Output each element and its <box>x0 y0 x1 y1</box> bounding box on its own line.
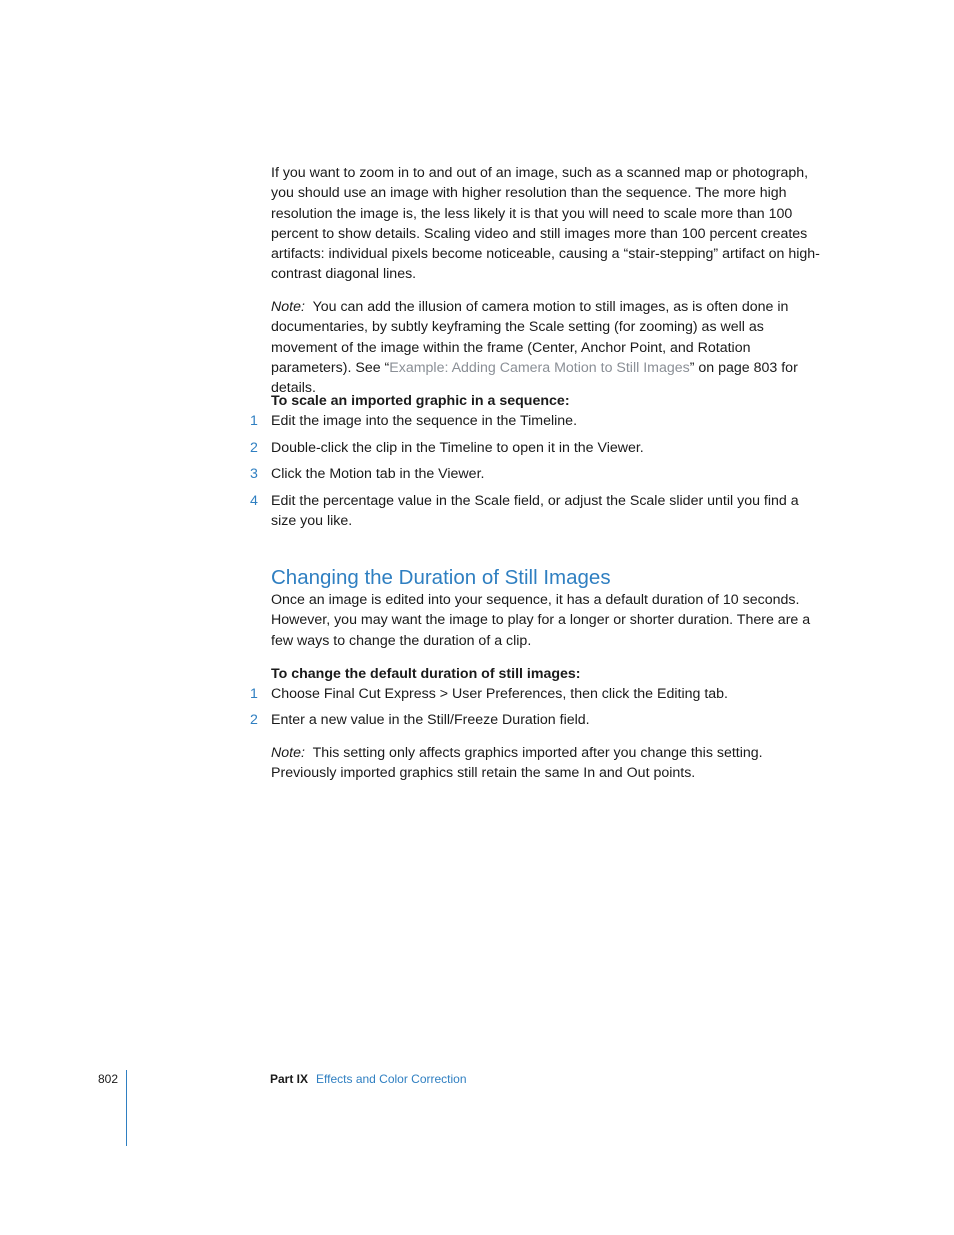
footer-divider <box>126 1070 127 1146</box>
intro-paragraph: If you want to zoom in to and out of an image, such as a scanned map or photograph, you should use an image with higher resolution than the sequence. The more high resolution the image is, the less likely it is that you will need to scale more than 100 percent to show details. Scaling video and still images more than 100 percent creates artifacts: individual pixels become noticeable, causing a “stair-stepping” artifact on high-contrast diagonal lines. <box>271 165 820 283</box>
step-number: 2 <box>250 712 258 728</box>
note-text: This setting only affects graphics imported after you change this setting. Previously imported graphics still retain the same In and Out points. <box>271 745 763 782</box>
step-number: 2 <box>250 440 258 456</box>
note-text: You can add the illusion of camera motion to still images, as is often done in documentaries, by subtly keyframing the Scale setting (for zooming) as well as movement of the image within the frame (Center, Anchor Point, and Rotation parameters). See “ <box>271 299 789 376</box>
step-number: 1 <box>250 413 258 429</box>
note-text-after: ” on page 803 for details. <box>271 359 798 397</box>
duration-procedure-title: To change the default duration of still images: <box>271 666 581 682</box>
page-number: 802 <box>98 1072 119 1086</box>
section-paragraph: Once an image is edited into your sequence, it has a default duration of 10 seconds. However, you may want the image to play for a longer or shorter duration. There are a few ways to change the duration of a clip. <box>271 592 811 649</box>
note-1 <box>271 297 823 398</box>
step-text: Edit the percentage value in the Scale field, or adjust the Scale slider until you find a size you like. <box>271 493 799 530</box>
step-text: Choose Final Cut Express > User Preferences, then click the Editing tab. <box>271 686 728 702</box>
step-text: Click the Motion tab in the Viewer. <box>271 466 485 482</box>
note-2 <box>271 743 823 784</box>
footer-part <box>270 1072 467 1086</box>
note-label: Note: <box>271 745 305 761</box>
step-number: 4 <box>250 493 258 509</box>
scale-procedure-title: To scale an imported graphic in a sequence: <box>271 393 570 409</box>
part-title: Effects and Color Correction <box>316 1072 467 1086</box>
step-text: Edit the image into the sequence in the Timeline. <box>271 413 578 429</box>
note-label: Note: <box>271 299 305 315</box>
section-heading: Changing the Duration of Still Images <box>271 566 611 589</box>
part-label: Part IX <box>270 1072 309 1086</box>
cross-reference-link[interactable]: Example: Adding Camera Motion to Still Images <box>389 359 690 376</box>
step-number: 1 <box>250 686 258 702</box>
step-number: 3 <box>250 466 258 482</box>
step-text: Enter a new value in the Still/Freeze Duration field. <box>271 712 590 728</box>
step-text: Double-click the clip in the Timeline to open it in the Viewer. <box>271 440 644 456</box>
